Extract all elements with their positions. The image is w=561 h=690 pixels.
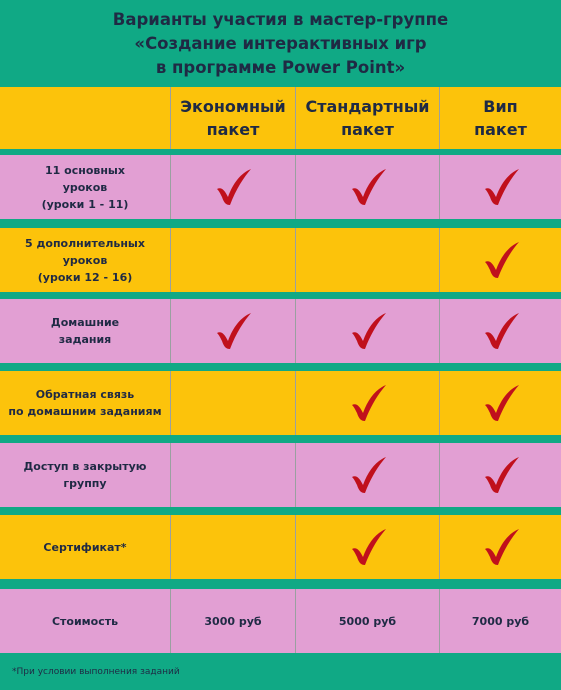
title-line-2: «Создание интерактивных игр — [134, 34, 427, 53]
standard-price: 5000 руб — [296, 589, 440, 653]
red-checkmark-icon — [481, 455, 521, 495]
title-line-3: в программе Power Point» — [155, 58, 406, 77]
economy-price: 3000 руб — [171, 589, 296, 653]
red-checkmark-icon — [348, 167, 388, 207]
red-checkmark-icon — [481, 167, 521, 207]
vip-included-cell — [440, 299, 561, 363]
feature-row — [0, 299, 561, 363]
page-title — [0, 8, 561, 80]
feature-row — [0, 371, 561, 435]
economy-package-header: Экономный пакет — [171, 87, 296, 149]
economy-included-cell — [171, 228, 296, 292]
feature-row — [0, 155, 561, 219]
red-checkmark-icon — [213, 167, 253, 207]
header-row — [0, 87, 561, 149]
standard-included-cell — [296, 299, 440, 363]
feature-label: Сертификат* — [0, 515, 171, 579]
vip-included-cell — [440, 515, 561, 579]
vip-price: 7000 руб — [440, 589, 561, 653]
standard-included-cell — [296, 228, 440, 292]
red-checkmark-icon — [481, 311, 521, 351]
red-checkmark-icon — [481, 527, 521, 567]
feature-row — [0, 228, 561, 292]
red-checkmark-icon — [481, 240, 521, 280]
footnote: *При условии выполнения заданий — [12, 667, 180, 677]
price-row — [0, 589, 561, 653]
red-checkmark-icon — [348, 527, 388, 567]
standard-included-cell — [296, 443, 440, 507]
vip-included-cell — [440, 228, 561, 292]
header-empty-cell — [0, 87, 171, 149]
price-label: Стоимость — [0, 589, 171, 653]
feature-label: Домашние задания — [0, 299, 171, 363]
red-checkmark-icon — [481, 383, 521, 423]
economy-included-cell — [171, 155, 296, 219]
standard-included-cell — [296, 371, 440, 435]
feature-label: Обратная связь по домашним заданиям — [0, 371, 171, 435]
vip-included-cell — [440, 443, 561, 507]
title-line-1: Варианты участия в мастер-группе — [112, 10, 449, 29]
economy-included-cell — [171, 515, 296, 579]
economy-included-cell — [171, 443, 296, 507]
standard-included-cell — [296, 515, 440, 579]
economy-included-cell — [171, 299, 296, 363]
standard-package-header: Стандартный пакет — [296, 87, 440, 149]
feature-label: Доступ в закрытую группу — [0, 443, 171, 507]
red-checkmark-icon — [348, 311, 388, 351]
red-checkmark-icon — [213, 311, 253, 351]
feature-row — [0, 443, 561, 507]
vip-included-cell — [440, 371, 561, 435]
standard-included-cell — [296, 155, 440, 219]
economy-included-cell — [171, 371, 296, 435]
red-checkmark-icon — [348, 383, 388, 423]
red-checkmark-icon — [348, 455, 388, 495]
feature-label: 11 основных уроков (уроки 1 - 11) — [0, 155, 171, 219]
vip-package-header: Вип пакет — [440, 87, 561, 149]
vip-included-cell — [440, 155, 561, 219]
feature-row — [0, 515, 561, 579]
feature-label: 5 дополнительных уроков (уроки 12 - 16) — [0, 228, 171, 292]
